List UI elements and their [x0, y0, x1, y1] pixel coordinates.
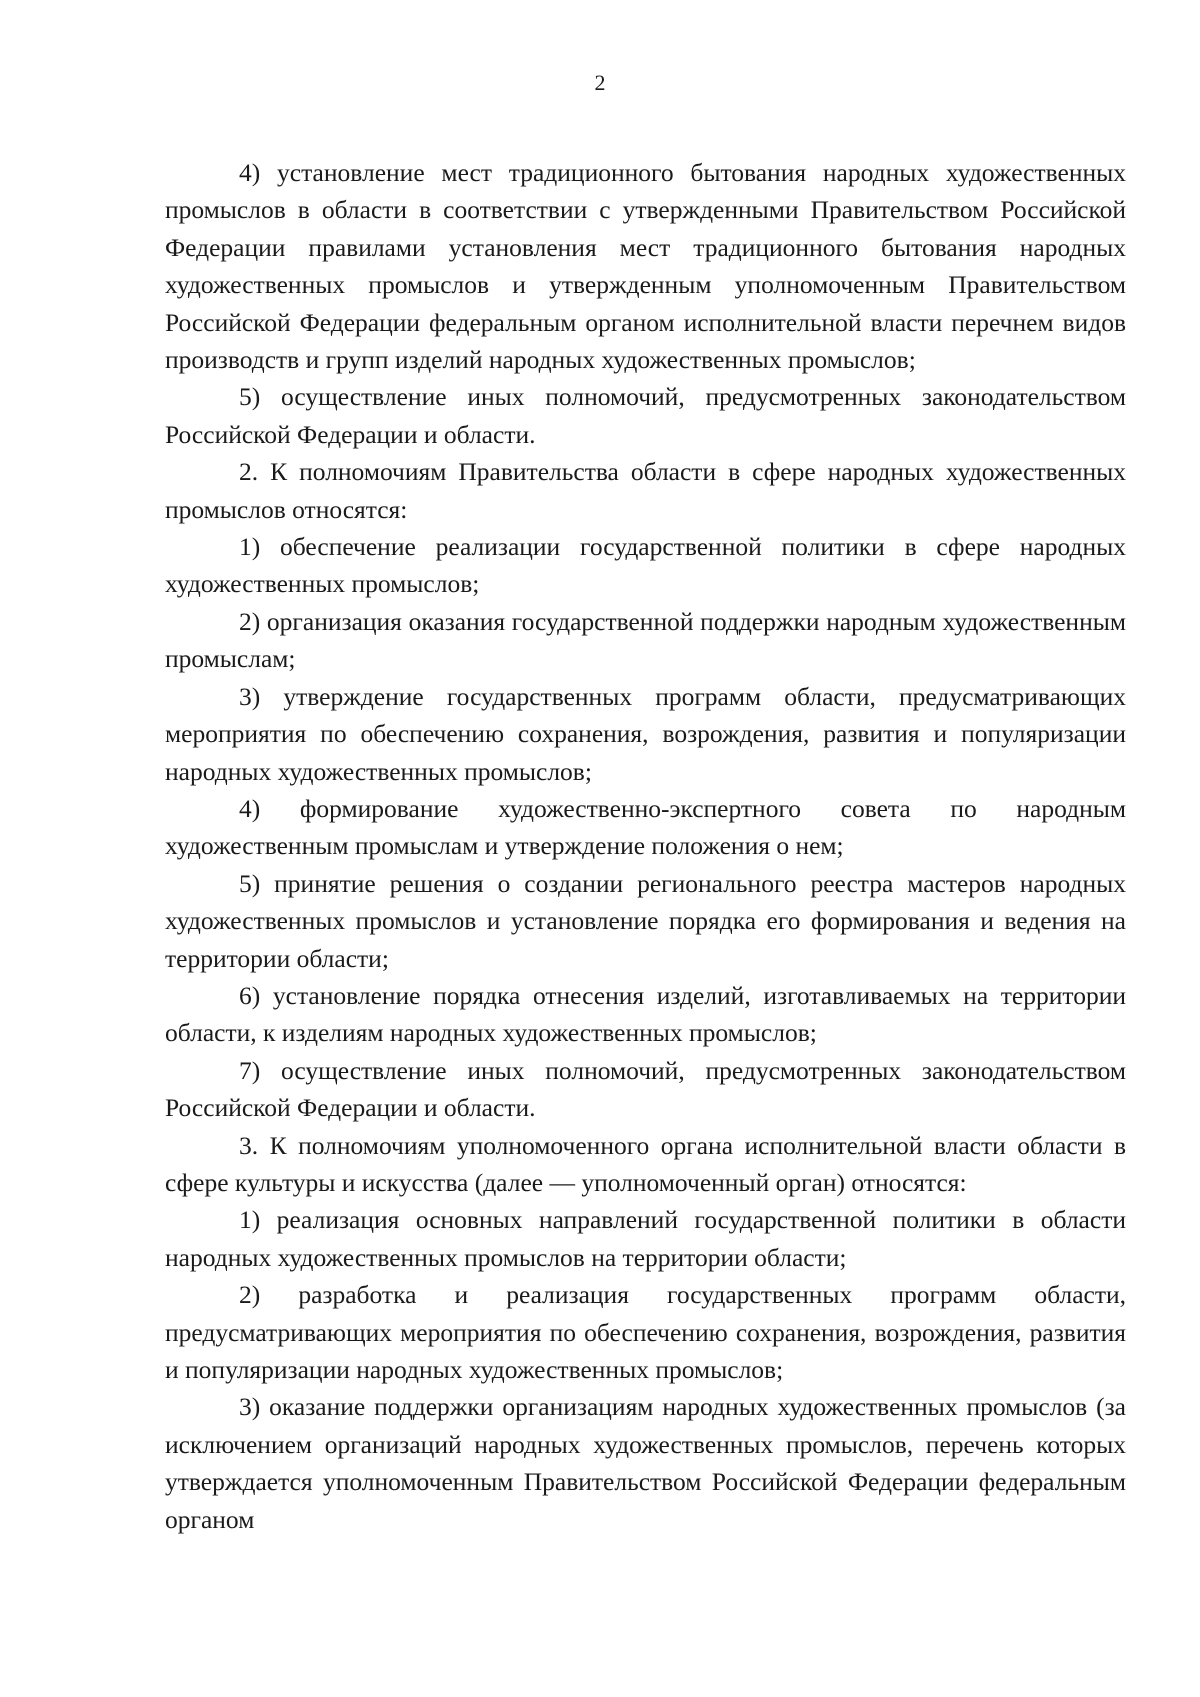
paragraph: 3. К полномочиям уполномоченного органа исполнительной власти области в сфере культуры и искусства (далее — уполномоченный орган) относятся:: [165, 1130, 1126, 1197]
paragraph: 2) разработка и реализация государственных программ области, предусматривающих мероприятия по обеспечению сохранения, возрождения, развития и популяризации народных художественных промыслов;: [165, 1280, 1126, 1384]
paragraph: 2. К полномочиям Правительства области в сфере народных художественных промыслов относятся:: [165, 457, 1126, 524]
paragraph: 4) установление мест традиционного бытования народных художественных промыслов в области в соответствии с утвержденными Правительством Российской Федерации правилами установления мест традиционного бытования народных художественных промыслов и утвержденным уполномоченным Правительством Российской Федерации федеральным органом исполнительной власти перечнем видов производств и групп изделий народных художественных промыслов;: [165, 158, 1126, 375]
paragraph: 4) формирование художественно-экспертного совета по народным художественным промыслам и утверждение положения о нем;: [165, 793, 1126, 861]
paragraph: 5) осуществление иных полномочий, предусмотренных законодательством Российской Федерации и области.: [165, 382, 1126, 449]
paragraph: 5) принятие решения о создании регионального реестра мастеров народных художественных промыслов и установление порядка его формирования и ведения на территории области;: [165, 868, 1126, 973]
paragraph: 7) осуществление иных полномочий, предусмотренных законодательством Российской Федерации и области.: [165, 1055, 1126, 1123]
page-number: 2: [594, 70, 606, 95]
paragraph: 3) утверждение государственных программ области, предусматривающих мероприятия по обеспечению сохранения, возрождения, развития и популяризации народных художественных промыслов;: [165, 681, 1126, 786]
paragraph: 2) организация оказания государственной поддержки народным художественным промыслам;: [165, 606, 1126, 674]
paragraph: 1) реализация основных направлений государственной политики в области народных художественных промыслов на территории области;: [165, 1205, 1126, 1272]
paragraph: 3) оказание поддержки организациям народных художественных промыслов (за исключением организаций народных художественных промыслов, перечень которых утверждается уполномоченным Правительством Российской Федерации федеральным органом: [165, 1392, 1126, 1534]
paragraph: 1) обеспечение реализации государственной политики в сфере народных художественных промыслов;: [165, 532, 1126, 599]
document-body: [165, 154, 1126, 1538]
paragraph: 6) установление порядка отнесения изделий, изготавливаемых на территории области, к изделиям народных художественных промыслов;: [165, 980, 1126, 1048]
